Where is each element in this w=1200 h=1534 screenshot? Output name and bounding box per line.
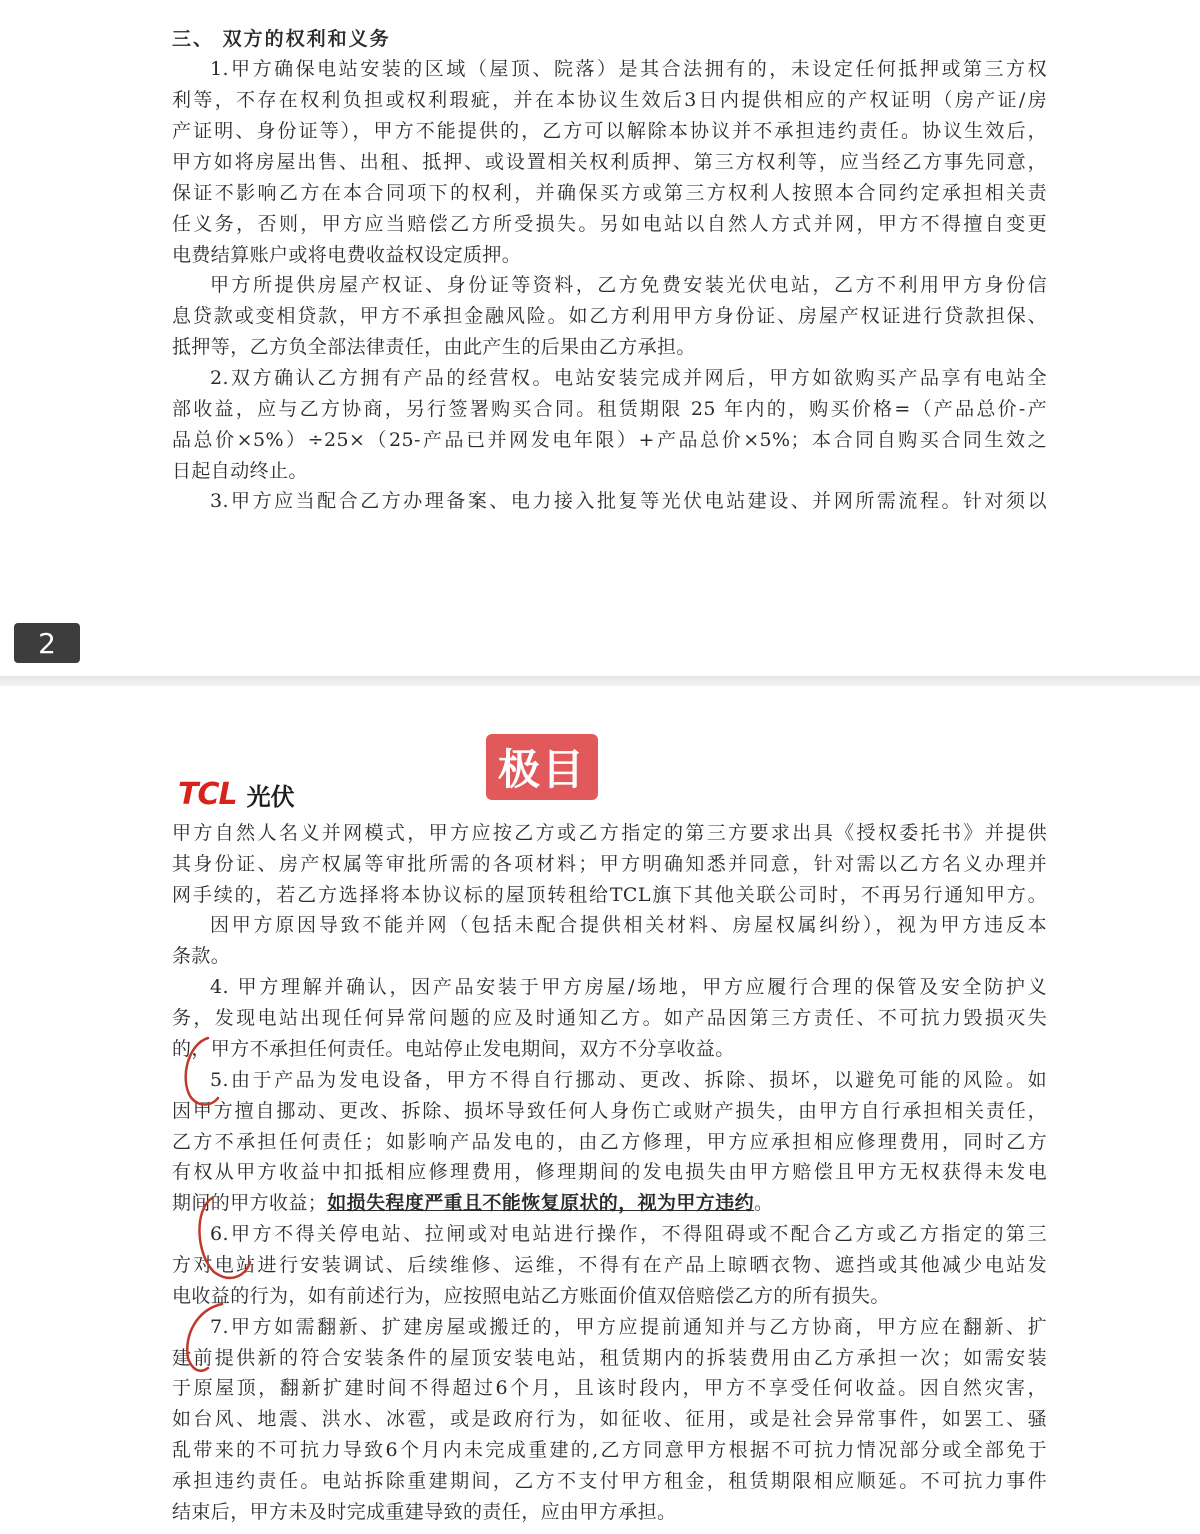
text-line: 因甲方原因导致不能并网（包括未配合提供相关材料、房屋权属纠纷），视为甲方违反本 — [210, 914, 1047, 936]
text-line: 4. 甲方理解并确认，因产品安装于甲方房屋/场地，甲方应履行合理的保管及安全防护义 — [210, 976, 1047, 998]
text-line: 7.甲方如需翻新、扩建房屋或搬迁的，甲方应提前通知并与乙方协商，甲方应在翻新、扩 — [210, 1316, 1047, 1338]
text-line: 3.甲方应当配合乙方办理备案、电力接入批复等光伏电站建设、并网所需流程。针对须以 — [210, 490, 1047, 512]
text-line: 务，发现电站出现任何异常问题的应及时通知乙方。如产品因第三方责任、不可抗力毁损灭失 — [172, 1007, 1047, 1029]
page-separator — [0, 676, 1200, 686]
text-line: 利等，不存在权利负担或权利瑕疵，并在本协议生效后3日内提供相应的产权证明（房产证/房 — [172, 89, 1047, 111]
text-line: 乙方不承担任何责任；如影响产品发电的，由乙方修理，甲方应承担相应修理费用，同时乙方 — [172, 1131, 1047, 1153]
text-line: 息贷款或变相贷款，甲方不承担金融风险。如乙方利用甲方身份证、房屋产权证进行贷款担保、 — [172, 305, 1047, 327]
text-line: 品总价×5%）÷25×（25-产品已并网发电年限）+产品总价×5%；本合同自购买合同生效之 — [172, 429, 1047, 451]
text-line: 方对电站进行安装调试、后续维修、运维，不得有在产品上晾晒衣物、遮挡或其他减少电站发 — [172, 1254, 1047, 1276]
text-line: 日起自动终止。 — [172, 460, 308, 482]
watermark-badge: 极目 — [486, 734, 598, 800]
text-line: 抵押等，乙方负全部法律责任，由此产生的后果由乙方承担。 — [172, 336, 696, 358]
page-number-badge: 2 — [14, 623, 80, 663]
text-line: 于原屋顶，翻新扩建时间不得超过6个月，且该时段内，甲方不享受任何收益。因自然灾害， — [172, 1377, 1047, 1399]
text-line: 条款。 — [172, 945, 231, 967]
text-line: 保证不影响乙方在本合同项下的权利，并确保买方或第三方权利人按照本合同约定承担相关责 — [172, 182, 1047, 204]
text-line — [172, 1188, 1047, 1219]
text-line: 6.甲方不得关停电站、拉闸或对电站进行操作，不得阻碍或不配合乙方或乙方指定的第三 — [210, 1223, 1047, 1245]
text-line: 任义务，否则，甲方应当赔偿乙方所受损失。另如电站以自然人方式并网，甲方不得擅自变更 — [172, 213, 1047, 235]
text-line: 5.由于产品为发电设备，甲方不得自行挪动、更改、拆除、损坏，以避免可能的风险。如 — [210, 1069, 1047, 1091]
text-line: 因甲方擅自挪动、更改、拆除、损坏导致任何人身伤亡或财产损失，由甲方自行承担相关责任， — [172, 1100, 1047, 1122]
text-line: 乱带来的不可抗力导致6个月内未完成重建的,乙方同意甲方根据不可抗力情况部分或全部免于 — [172, 1439, 1047, 1461]
text-span: 。 — [754, 1192, 774, 1214]
text-line: 产证明、身份证等），甲方不能提供的，乙方可以解除本协议并不承担违约责任。协议生效后， — [172, 120, 1047, 142]
logo-product-text: 光伏 — [246, 782, 295, 811]
text-line: 承担违约责任。电站拆除重建期间，乙方不支付甲方租金，租赁期限相应顺延。不可抗力事件 — [172, 1470, 1047, 1492]
section-title: 三、 双方的权利和义务 — [172, 28, 391, 50]
emphasized-clause: 如损失程度严重且不能恢复原状的，视为甲方违约 — [327, 1192, 755, 1214]
text-line: 网手续的，若乙方选择将本协议标的屋顶转租给TCL旗下其他关联公司时，不再另行通知甲方。 — [172, 884, 1047, 906]
text-line: 其身份证、房产权属等审批所需的各项材料；甲方明确知悉并同意，针对需以乙方名义办理并 — [172, 853, 1047, 875]
document-page-1 — [0, 0, 1200, 676]
text-line: 结束后，甲方未及时完成重建导致的责任，应由甲方承担。 — [172, 1501, 677, 1523]
logo-brand-text: TCL — [178, 776, 237, 812]
document-page-2 — [0, 686, 1200, 1534]
text-line: 电费结算账户或将电费收益权设定质押。 — [172, 244, 522, 266]
text-line: 的，甲方不承担任何责任。电站停止发电期间，双方不分享收益。 — [172, 1038, 735, 1060]
text-line: 甲方如将房屋出售、出租、抵押、或设置相关权利质押、第三方权利等，应当经乙方事先同意， — [172, 151, 1047, 173]
text-line: 2.双方确认乙方拥有产品的经营权。电站安装完成并网后，甲方如欲购买产品享有电站全 — [210, 367, 1047, 389]
company-logo — [178, 776, 295, 812]
text-line: 如台风、地震、洪水、冰雹，或是政府行为，如征收、征用，或是社会异常事件，如罢工、骚 — [172, 1408, 1047, 1430]
text-line: 电收益的行为，如有前述行为，应按照电站乙方账面价值双倍赔偿乙方的所有损失。 — [172, 1285, 890, 1307]
text-line: 甲方所提供房屋产权证、身份证等资料，乙方免费安装光伏电站，乙方不利用甲方身份信 — [210, 274, 1047, 296]
text-line: 甲方自然人名义并网模式，甲方应按乙方或乙方指定的第三方要求出具《授权委托书》并提供 — [172, 822, 1047, 844]
text-line: 1.甲方确保电站安装的区域（屋顶、院落）是其合法拥有的，未设定任何抵押或第三方权 — [210, 58, 1047, 80]
text-line: 建前提供新的符合安装条件的屋顶安装电站，租赁期内的拆装费用由乙方承担一次；如需安装 — [172, 1347, 1047, 1369]
text-span: 期间的甲方收益； — [172, 1192, 328, 1214]
text-line: 有权从甲方收益中扣抵相应修理费用，修理期间的发电损失由甲方赔偿且甲方无权获得未发电 — [172, 1161, 1047, 1183]
text-line: 部收益，应与乙方协商，另行签署购买合同。租赁期限 25 年内的，购买价格=（产品总价-产 — [172, 398, 1047, 420]
